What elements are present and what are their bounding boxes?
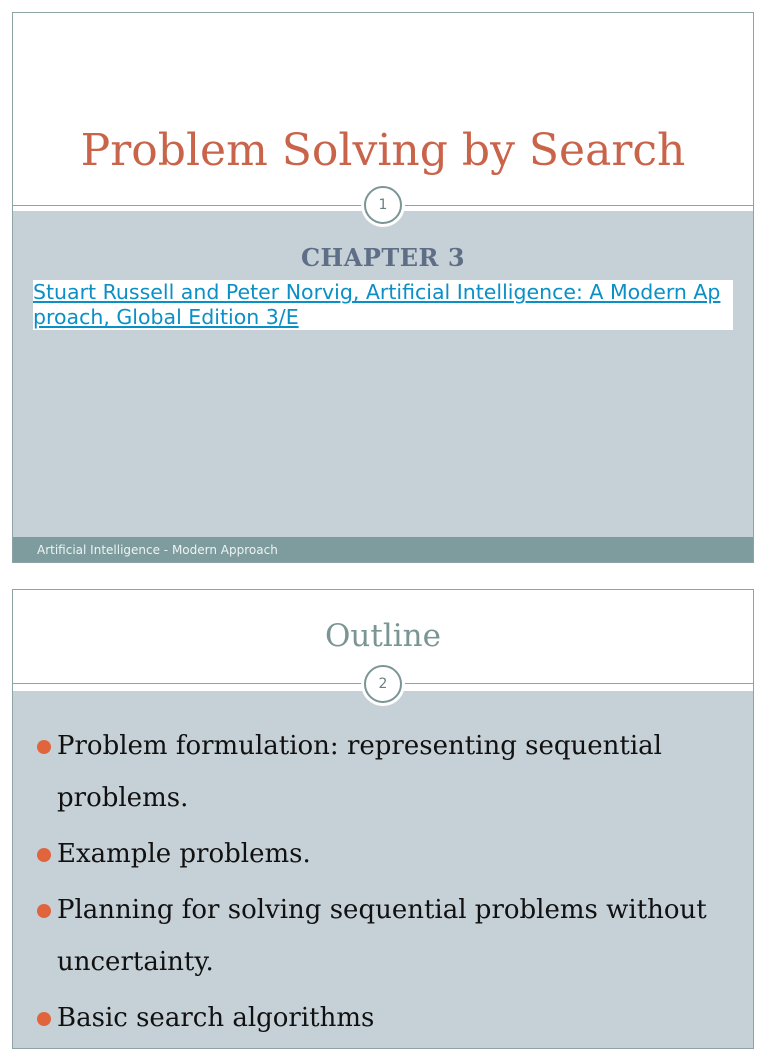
list-item-text: Planning for solving sequential problems without uncertainty. [57,895,707,977]
bullet-dot-icon [37,848,51,862]
list-item [37,884,737,988]
slide-1 [12,12,754,563]
reference-link[interactable]: Stuart Russell and Peter Norvig, Artificial Intelligence: A Modern Approach, Global Edition 3/E [33,280,733,330]
bullet-dot-icon [37,740,51,754]
list-item-text: Example problems. [57,839,311,869]
list-item-text: Basic search algorithms [57,1003,375,1033]
slide-title: Problem Solving by Search [80,125,686,176]
bullet-dot-icon [37,904,51,918]
list-item-text: Problem formulation: representing sequential problems. [57,731,662,813]
footer-text: Artificial Intelligence - Modern Approach [37,543,278,557]
list-item [37,720,737,824]
slide-footer [13,537,753,563]
title-area [13,13,753,205]
slide-number-badge: 1 [364,186,402,224]
chapter-subtitle: CHAPTER 3 [300,243,466,272]
list-item [37,828,737,880]
slide-2 [12,589,754,1049]
slide-title: Outline [325,618,441,654]
outline-list [37,720,737,1048]
slide-number-badge: 2 [364,665,402,703]
list-item [37,992,737,1044]
